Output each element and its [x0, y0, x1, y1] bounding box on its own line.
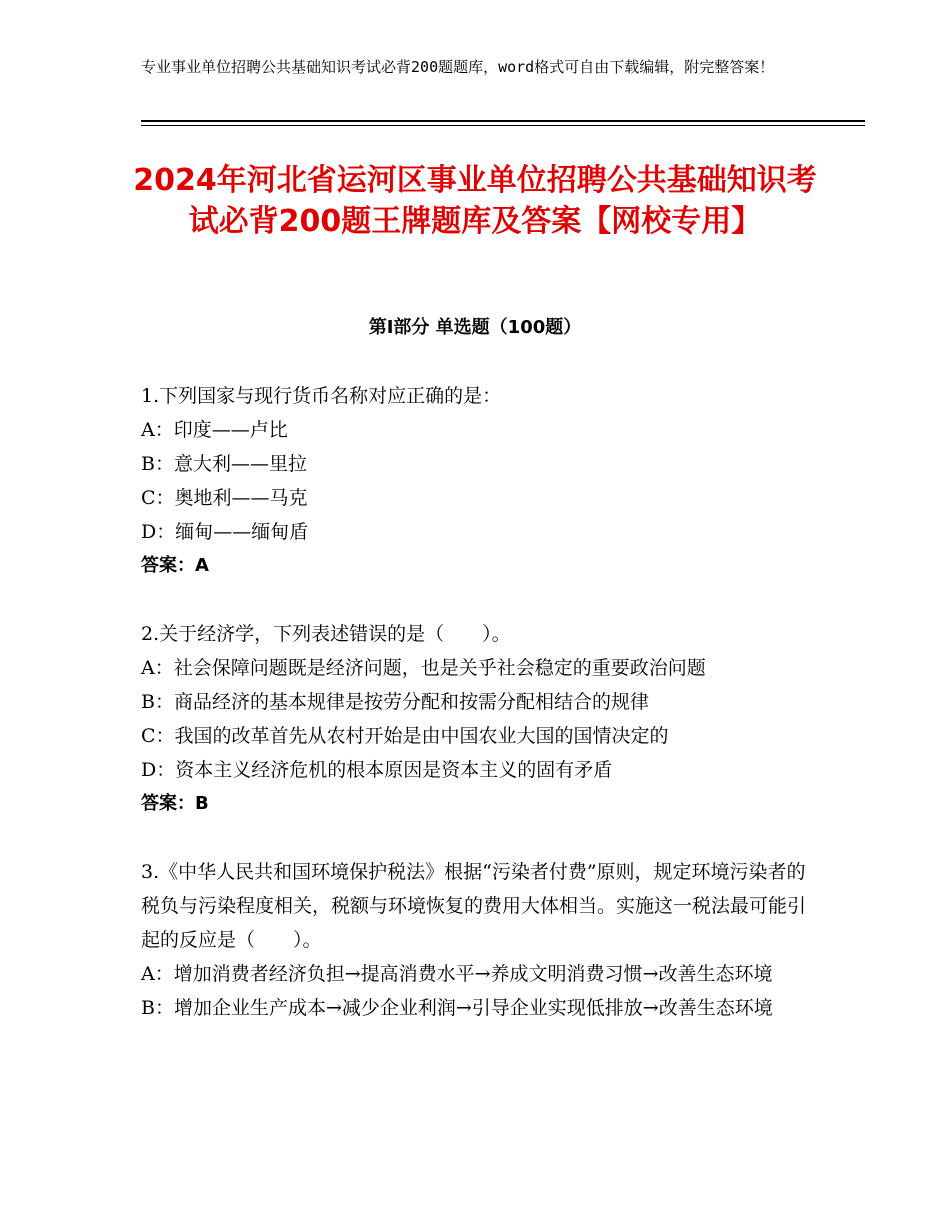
question-2 [141, 617, 809, 821]
option-a: A：印度——卢比 [141, 419, 288, 441]
question-stem: 2.关于经济学，下列表述错误的是（ ）。 [141, 623, 511, 645]
option-a: A：社会保障问题既是经济问题，也是关乎社会稳定的重要政治问题 [141, 657, 706, 679]
answer: 答案：B [141, 793, 209, 814]
section-title: 第Ⅰ部分 单选题（100题） [368, 317, 582, 338]
option-c: C：我国的改革首先从农村开始是由中国农业大国的国情决定的 [141, 725, 669, 747]
option-a: A：增加消费者经济负担→提高消费水平→养成文明消费习惯→改善生态环境 [141, 963, 773, 985]
document-title: 2024年河北省运河区事业单位招聘公共基础知识考试必背200题王牌题库及答案【网校专用】 [133, 163, 817, 239]
option-d: D：资本主义经济危机的根本原因是资本主义的固有矛盾 [141, 759, 613, 781]
header-rule-thin [141, 125, 865, 126]
header-rule-thick [141, 120, 865, 122]
option-b: B：增加企业生产成本→减少企业利润→引导企业实现低排放→改善生态环境 [141, 997, 773, 1019]
question-1 [141, 379, 809, 583]
option-c: C：奥地利——马克 [141, 487, 308, 509]
question-stem: 1.下列国家与现行货币名称对应正确的是： [141, 385, 502, 407]
option-b: B：商品经济的基本规律是按劳分配和按需分配相结合的规律 [141, 691, 649, 713]
option-d: D：缅甸——缅甸盾 [141, 521, 309, 543]
option-b: B：意大利——里拉 [141, 453, 307, 475]
answer: 答案：A [141, 555, 209, 576]
question-3 [141, 855, 809, 1025]
question-stem: 3.《中华人民共和国环境保护税法》根据“污染者付费”原则，规定环境污染者的税负与污染程度相关，税额与环境恢复的费用大体相当。实施这一税法最可能引起的反应是（ ）。 [141, 861, 807, 951]
header-note: 专业事业单位招聘公共基础知识考试必背200题题库，word格式可自由下载编辑，附完整答案！ [141, 58, 775, 76]
